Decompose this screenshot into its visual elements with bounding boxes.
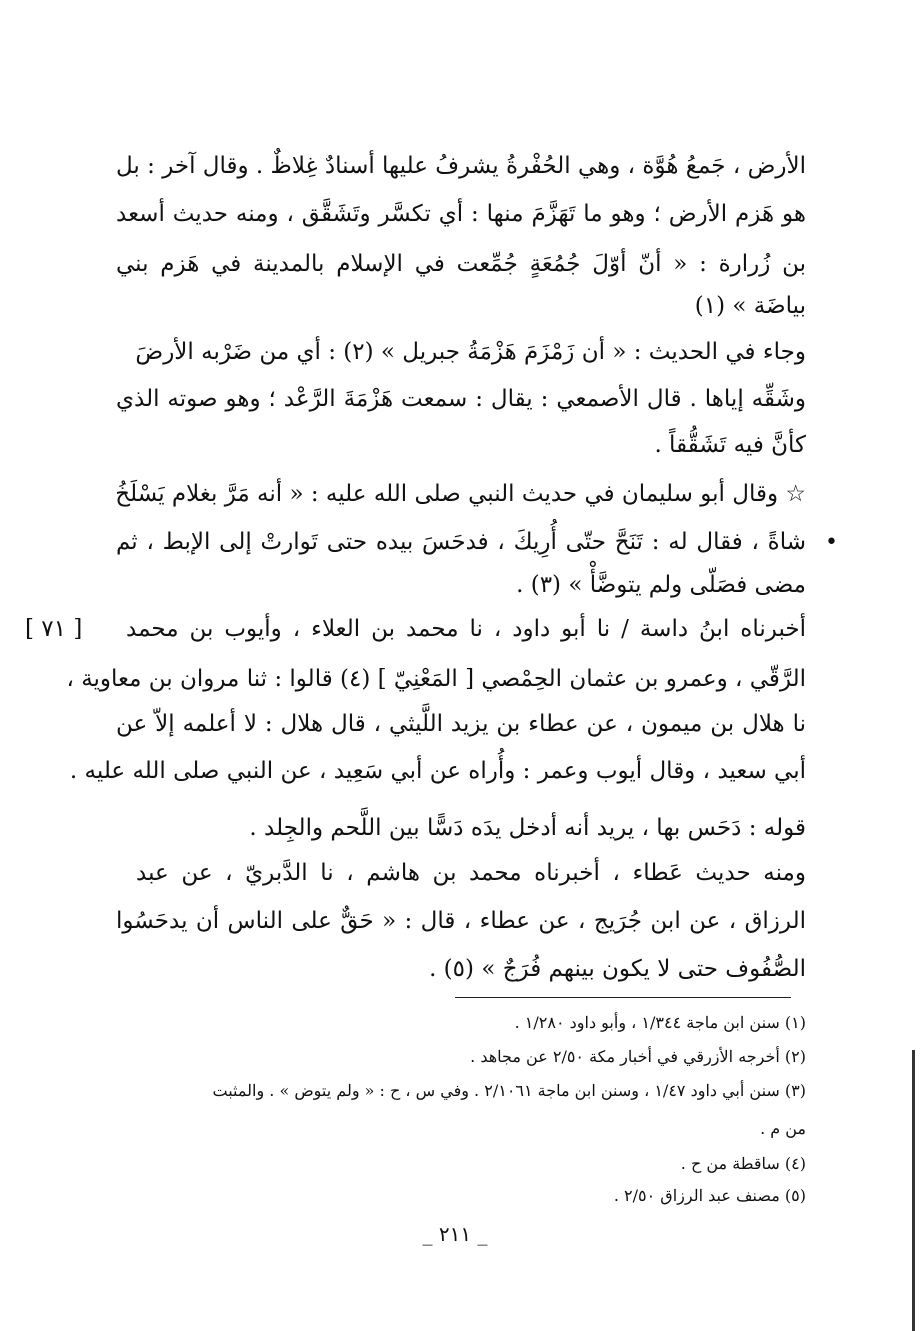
body-line-12: الرَّقّي ، وعمرو بن عثمان الحِمْصي [ المَعْنِيّ ] (٤) قالوا : ثنا مروان بن معاوية ، — [66, 666, 806, 692]
body-line-2: هو هَزم الأرض ؛ وهو ما تَهَزَّمَ منها : أي تكسَّر وتَشَقَّق ، ومنه حديث أسعد — [116, 201, 806, 227]
footnote-2: (٢) أخرجه الأزرقي في أخبار مكة ٢/٥٠ عن مجاهد . — [470, 1047, 806, 1066]
body-line-9: شاةً ، فقال له : تَنَحَّ حتّى أُرِيكَ ، فدحَسَ بيده حتى تَوارتْ إلى الإبط ، ثم — [116, 529, 806, 555]
margin-bullet: • — [825, 530, 838, 555]
body-line-17: الرزاق ، عن ابن جُرَيج ، عن عطاء ، قال : « حَقٌّ على الناس أن يدحَسُوا — [116, 908, 806, 934]
body-line-1: الأرض ، جَمعُ هُوَّة ، وهي الحُفْرةُ يشرفُ عليها أسنادٌ غِلاظٌ . وقال آخر : بل — [116, 153, 806, 179]
body-line-4: بياضَة » (١) — [694, 293, 806, 319]
footnote-3: (٣) سنن أبي داود ١/٤٧ ، وسنن ابن ماجة ٢/١٠٦١ . وفي س ، ح : « ولم يتوض » . والمثبت — [212, 1081, 806, 1100]
body-line-6: وشَقِّه إياها . قال الأصمعي : يقال : سمعت هَزْمَةَ الرَّعْد ؛ وهو صوته الذي — [116, 386, 806, 412]
scan-edge — [912, 1050, 915, 1331]
footnote-3-continued: من م . — [760, 1119, 806, 1138]
footnote-1: (١) سنن ابن ماجة ١/٣٤٤ ، وأبو داود ١/٢٨٠ . — [514, 1013, 806, 1032]
page-number: _ ٢١١ _ — [422, 1222, 488, 1246]
body-line-5: وجاء في الحديث : « أن زَمْزَمَ هَزْمَةُ جبريل » (٢) : أي من ضَرْبه الأرضَ — [135, 339, 806, 365]
body-line-15: قوله : دَحَس بها ، يريد أنه أدخل يدَه دَسًّا بين اللَّحم والجِلد . — [249, 815, 806, 841]
body-line-11: أخبرناه ابنُ داسة / نا أبو داود ، نا محمد بن العلاء ، وأيوب بن محمد — [126, 616, 806, 642]
body-line-3: بن زُرارة : « أنّ أوّلَ جُمُعَةٍ جُمِّعت في الإسلام بالمدينة في هَزم بني — [116, 251, 806, 277]
body-line-18: الصُّفُوف حتى لا يكون بينهم فُرَجٌ » (٥) . — [429, 956, 806, 982]
body-line-7: كأنَّ فيه تَشَقُّقاً . — [654, 432, 806, 458]
body-line-13: نا هلال بن ميمون ، عن عطاء بن يزيد اللَّيثي ، قال هلال : لا أعلمه إلاّ عن — [116, 711, 806, 737]
margin-page-marker: [ ٧١ ] — [25, 616, 83, 642]
body-line-14: أبي سعيد ، وقال أيوب وعمر : وأُراه عن أبي سَعِيد ، عن النبي صلى الله عليه . — [69, 758, 806, 784]
footnote-4: (٤) ساقطة من ح . — [680, 1154, 806, 1173]
body-line-10: مضى فصَلّى ولم يتوضَّأْ » (٣) . — [516, 572, 806, 598]
body-line-8: ☆ وقال أبو سليمان في حديث النبي صلى الله عليه : « أنه مَرَّ بغلام يَسْلَخُ — [115, 481, 806, 507]
footnote-5: (٥) مصنف عبد الرزاق ٢/٥٠ . — [613, 1186, 806, 1205]
footnote-separator — [455, 997, 791, 998]
body-line-16: ومنه حديث عَطاء ، أخبرناه محمد بن هاشم ، نا الدَّبريّ ، عن عبد — [136, 860, 806, 886]
